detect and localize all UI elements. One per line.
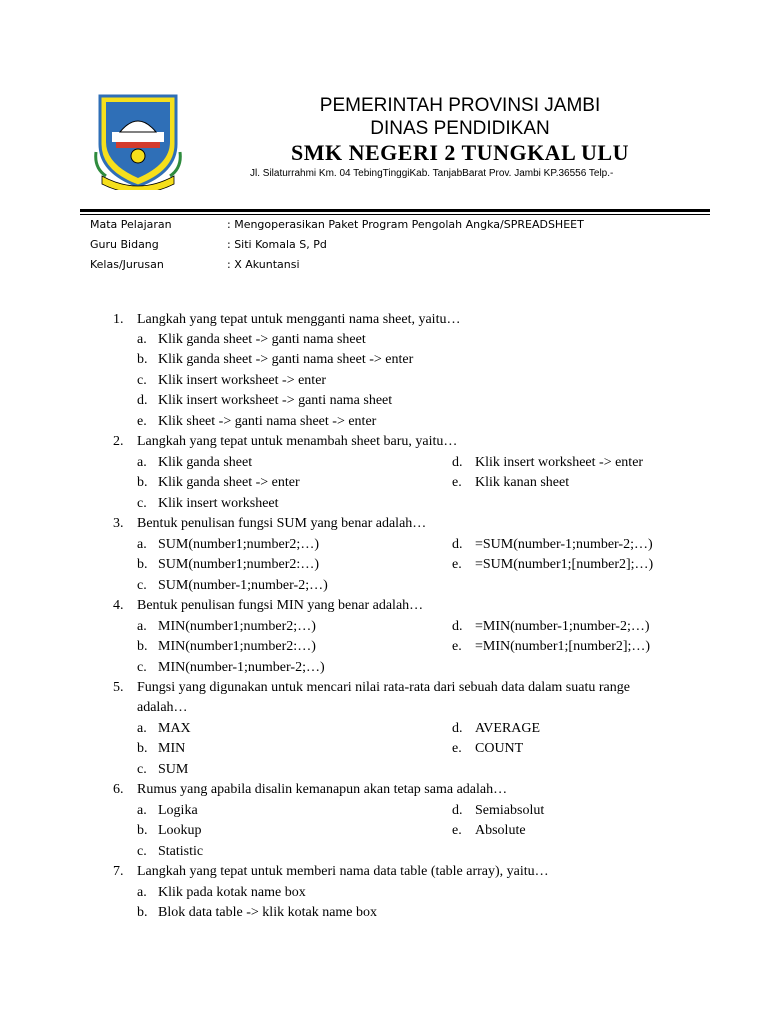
option-label: b. [137, 639, 148, 654]
option-text: SUM(number1;number2;…) [158, 537, 319, 552]
option-label: c. [137, 373, 147, 388]
option-text: MIN(number-1;number-2;…) [158, 660, 325, 675]
option-label: a. [137, 885, 147, 900]
option-label: d. [452, 537, 463, 552]
option-label: d. [452, 619, 463, 634]
header-school-name: SMK NEGERI 2 TUNGKAL ULU [291, 140, 629, 165]
option-label: b. [137, 905, 148, 920]
option-label: b. [137, 823, 148, 838]
option-text: Klik ganda sheet -> ganti nama sheet [158, 332, 366, 347]
meta-value: : Siti Komala S, Pd [227, 238, 327, 251]
option-label: b. [137, 557, 148, 572]
option-text: Klik kanan sheet [475, 475, 570, 490]
option-label: e. [452, 557, 462, 572]
question-text: Langkah yang tepat untuk memberi nama data table (table array), yaitu… [137, 864, 549, 879]
option-text: =MIN(number-1;number-2;…) [475, 619, 650, 634]
option-label: e. [137, 414, 147, 429]
option-label: b. [137, 352, 148, 367]
question-text: Langkah yang tepat untuk mengganti nama sheet, yaitu… [137, 312, 461, 327]
option-label: c. [137, 660, 147, 675]
option-label: b. [137, 741, 148, 756]
option-text: Klik sheet -> ganti nama sheet -> enter [158, 414, 377, 429]
question-text: Bentuk penulisan fungsi SUM yang benar adalah… [137, 516, 427, 531]
option-text: MIN(number1;number2:…) [158, 639, 316, 654]
option-text: Absolute [475, 823, 526, 838]
option-label: c. [137, 762, 147, 777]
question-number: 3. [113, 516, 124, 531]
question-text: Bentuk penulisan fungsi MIN yang benar adalah… [137, 598, 424, 613]
header-divider-thick [80, 209, 710, 212]
option-label: a. [137, 619, 147, 634]
option-label: d. [452, 721, 463, 736]
header-government: PEMERINTAH PROVINSI JAMBI [319, 95, 601, 116]
option-text: =MIN(number1;[number2];…) [475, 639, 651, 654]
question-text: Rumus yang apabila disalin kemanapun akan tetap sama adalah… [137, 782, 508, 797]
meta-key: Guru Bidang [90, 238, 159, 251]
question-text: Fungsi yang digunakan untuk mencari nilai rata-rata dari sebuah data dalam suatu range [137, 680, 630, 695]
option-text: MIN(number1;number2;…) [158, 619, 316, 634]
option-label: c. [137, 578, 147, 593]
option-text: MAX [158, 721, 191, 736]
meta-value: : X Akuntansi [227, 258, 300, 271]
option-label: a. [137, 455, 147, 470]
question-number: 1. [113, 312, 124, 327]
option-text: COUNT [475, 741, 524, 756]
option-text: AVERAGE [475, 721, 541, 736]
option-text: Semiabsolut [475, 803, 545, 818]
option-label: a. [137, 332, 147, 347]
option-text: =SUM(number-1;number-2;…) [475, 537, 653, 552]
header-department: DINAS PENDIDIKAN [370, 118, 550, 139]
option-label: a. [137, 803, 147, 818]
jambi-province-logo [92, 92, 184, 190]
question-number: 4. [113, 598, 124, 613]
option-label: e. [452, 741, 462, 756]
option-text: Klik insert worksheet -> ganti nama sheet [158, 393, 393, 408]
option-label: a. [137, 721, 147, 736]
option-text: Klik ganda sheet -> ganti nama sheet -> enter [158, 352, 414, 367]
option-text: Statistic [158, 844, 204, 859]
option-text: Klik insert worksheet [158, 496, 279, 511]
option-label: b. [137, 475, 148, 490]
option-text: Klik insert worksheet -> enter [475, 455, 644, 470]
option-text: SUM(number-1;number-2;…) [158, 578, 328, 593]
question-text-continued: adalah… [137, 700, 188, 715]
option-text: SUM [158, 762, 189, 777]
option-text: SUM(number1;number2:…) [158, 557, 319, 572]
option-text: Klik insert worksheet -> enter [158, 373, 327, 388]
option-label: e. [452, 823, 462, 838]
option-label: d. [452, 455, 463, 470]
option-label: e. [452, 475, 462, 490]
meta-value: : Mengoperasikan Paket Program Pengolah Angka/SPREADSHEET [227, 218, 584, 231]
option-text: MIN [158, 741, 186, 756]
question-text: Langkah yang tepat untuk menambah sheet baru, yaitu… [137, 434, 458, 449]
option-label: d. [137, 393, 148, 408]
meta-key: Mata Pelajaran [90, 218, 172, 231]
option-text: =SUM(number1;[number2];…) [475, 557, 654, 572]
option-label: c. [137, 496, 147, 511]
option-label: a. [137, 537, 147, 552]
question-number: 2. [113, 434, 124, 449]
option-text: Klik pada kotak name box [158, 885, 306, 900]
header-divider-thin [80, 214, 710, 215]
option-label: e. [452, 639, 462, 654]
option-text: Blok data table -> klik kotak name box [158, 905, 378, 920]
option-text: Logika [158, 803, 198, 818]
option-text: Klik ganda sheet [158, 455, 253, 470]
option-text: Klik ganda sheet -> enter [158, 475, 300, 490]
option-label: c. [137, 844, 147, 859]
question-number: 6. [113, 782, 124, 797]
question-number: 5. [113, 680, 124, 695]
option-label: d. [452, 803, 463, 818]
option-text: Lookup [158, 823, 202, 838]
header-address: Jl. Silaturrahmi Km. 04 TebingTinggiKab. TanjabBarat Prov. Jambi KP.36556 Telp.- [250, 168, 614, 179]
meta-key: Kelas/Jurusan [90, 258, 164, 271]
question-number: 7. [113, 864, 124, 879]
